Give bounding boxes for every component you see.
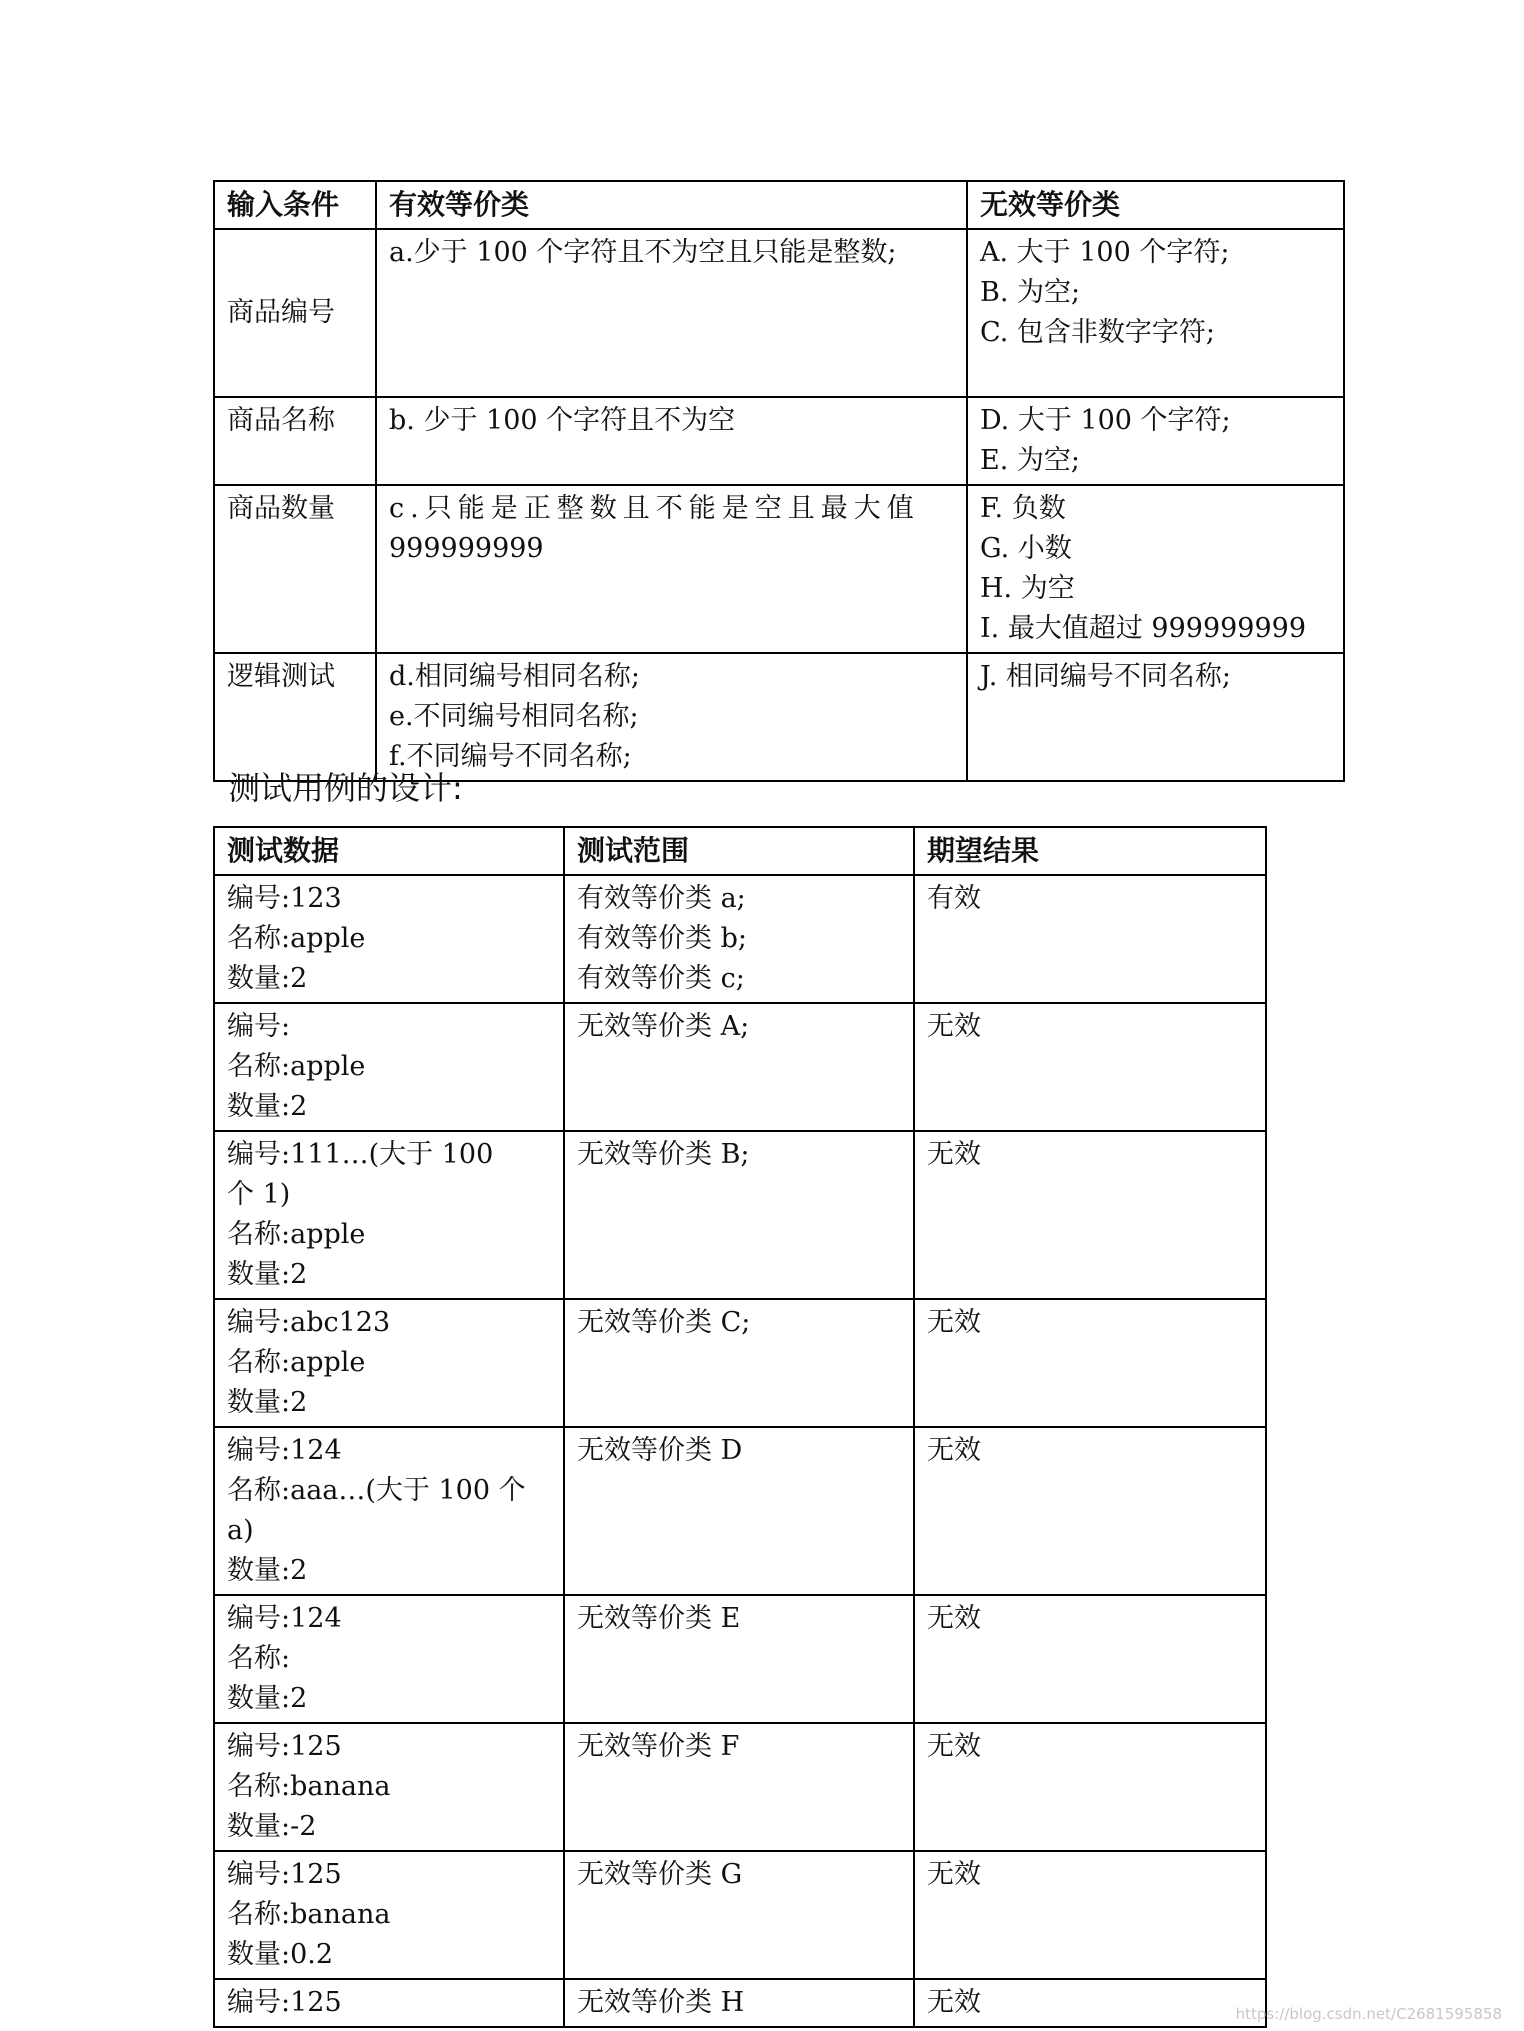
cell-line: d.相同编号相同名称; — [389, 661, 640, 692]
cell-line: a) — [227, 1515, 254, 1546]
cell-line: 名称:apple — [227, 1347, 366, 1378]
invalid-cell — [967, 229, 1344, 397]
cell-line: 名称:apple — [227, 1051, 366, 1082]
table-row — [214, 1131, 1266, 1299]
cell-line: 名称:apple — [227, 1219, 366, 1250]
cell-line: 编号: — [227, 1011, 291, 1042]
table-row — [214, 1979, 1266, 2027]
data-cell — [214, 1595, 564, 1723]
equivalence-class-table — [213, 180, 1345, 782]
header-input-condition: 输入条件 — [214, 181, 376, 229]
scope-cell — [564, 1131, 914, 1299]
data-cell — [214, 1723, 564, 1851]
data-cell — [214, 1003, 564, 1131]
cell-line: A. 大于 100 个字符; — [980, 237, 1230, 268]
cell-line: 数量:0.2 — [227, 1939, 334, 1970]
scope-cell — [564, 1427, 914, 1595]
cell-line: H. 为空 — [980, 573, 1075, 604]
cell-line: 编号:124 — [227, 1435, 342, 1466]
header-test-scope: 测试范围 — [564, 827, 914, 875]
cell-line: 编号:125 — [227, 1859, 342, 1890]
condition-cell: 逻辑测试 — [214, 653, 376, 781]
cell-line: 无效等价类 C; — [577, 1307, 751, 1338]
cell-line: f.不同编号不同名称; — [389, 741, 632, 772]
header-test-data: 测试数据 — [214, 827, 564, 875]
cell-line: 有效等价类 b; — [577, 923, 747, 954]
table-row — [214, 1003, 1266, 1131]
scope-cell — [564, 1851, 914, 1979]
cell-line: 无效等价类 F — [577, 1731, 740, 1762]
valid-cell — [376, 397, 967, 485]
data-cell — [214, 1427, 564, 1595]
cell-line: 名称:banana — [227, 1899, 391, 1930]
table-row — [214, 1427, 1266, 1595]
cell-line: 名称:apple — [227, 923, 366, 954]
scope-cell — [564, 1723, 914, 1851]
valid-cell — [376, 229, 967, 397]
table-header-row — [214, 827, 1266, 875]
watermark: https://blog.csdn.net/C2681595858 — [1235, 2005, 1502, 2023]
cell-line: 无效等价类 A; — [577, 1011, 750, 1042]
table-row — [214, 875, 1266, 1003]
invalid-cell — [967, 653, 1344, 781]
data-cell — [214, 1851, 564, 1979]
cell-line: a.少于 100 个字符且不为空且只能是整数; — [389, 237, 897, 268]
data-cell — [214, 1131, 564, 1299]
expected-cell: 无效 — [914, 1299, 1266, 1427]
condition-cell: 商品编号 — [214, 229, 376, 397]
cell-line: F. 负数 — [980, 493, 1066, 524]
expected-cell: 无效 — [914, 1979, 1266, 2027]
cell-line: B. 为空; — [980, 277, 1081, 308]
cell-line: 数量:2 — [227, 1683, 308, 1714]
cell-line: 数量:2 — [227, 963, 308, 994]
table-header-row — [214, 181, 1344, 229]
table-row — [214, 1851, 1266, 1979]
cell-line: 编号:111…(大于 100 — [227, 1139, 494, 1170]
cell-line: 数量:2 — [227, 1387, 308, 1418]
expected-cell: 无效 — [914, 1427, 1266, 1595]
cell-line: 无效等价类 H — [577, 1987, 745, 2018]
data-cell — [214, 1979, 564, 2027]
scope-cell — [564, 1979, 914, 2027]
expected-cell: 无效 — [914, 1003, 1266, 1131]
cell-line: 数量:-2 — [227, 1811, 317, 1842]
cell-line: 无效等价类 B; — [577, 1139, 750, 1170]
cell-line: D. 大于 100 个字符; — [980, 405, 1231, 436]
cell-line: 无效等价类 G — [577, 1859, 743, 1890]
table-row — [214, 653, 1344, 781]
cell-line: 编号:125 — [227, 1987, 342, 2018]
scope-cell — [564, 875, 914, 1003]
data-cell — [214, 875, 564, 1003]
cell-line: 数量:2 — [227, 1091, 308, 1122]
cell-line: 编号:124 — [227, 1603, 342, 1634]
cell-line: 有效等价类 a; — [577, 883, 746, 914]
table-row — [214, 397, 1344, 485]
scope-cell — [564, 1595, 914, 1723]
cell-line: 数量:2 — [227, 1555, 308, 1586]
invalid-cell — [967, 397, 1344, 485]
header-expected-result: 期望结果 — [914, 827, 1266, 875]
cell-line: 名称:aaa…(大于 100 个 — [227, 1475, 526, 1506]
cell-line: 999999999 — [389, 533, 544, 564]
table-row — [214, 1723, 1266, 1851]
table-row — [214, 1299, 1266, 1427]
scope-cell — [564, 1299, 914, 1427]
cell-line: c.只能是正整数且不能是空且最大值 — [389, 493, 920, 524]
expected-cell: 有效 — [914, 875, 1266, 1003]
expected-cell: 无效 — [914, 1595, 1266, 1723]
cell-line: J. 相同编号不同名称; — [980, 661, 1231, 692]
cell-line: b. 少于 100 个字符且不为空 — [389, 405, 736, 436]
cell-line: 编号:123 — [227, 883, 342, 914]
condition-cell: 商品名称 — [214, 397, 376, 485]
scope-cell — [564, 1003, 914, 1131]
cell-line: 个 1) — [227, 1179, 291, 1210]
table-row — [214, 1595, 1266, 1723]
valid-cell — [376, 485, 967, 653]
header-valid-class: 有效等价类 — [376, 181, 967, 229]
cell-line: 无效等价类 D — [577, 1435, 743, 1466]
table-row — [214, 229, 1344, 397]
condition-cell: 商品数量 — [214, 485, 376, 653]
section-heading: 测试用例的设计: — [228, 769, 463, 807]
expected-cell: 无效 — [914, 1131, 1266, 1299]
cell-line: E. 为空; — [980, 445, 1080, 476]
cell-line: C. 包含非数字字符; — [980, 317, 1215, 348]
cell-line: 名称:banana — [227, 1771, 391, 1802]
cell-line: 无效等价类 E — [577, 1603, 741, 1634]
valid-cell — [376, 653, 967, 781]
cell-line: 数量:2 — [227, 1259, 308, 1290]
header-invalid-class: 无效等价类 — [967, 181, 1344, 229]
expected-cell: 无效 — [914, 1723, 1266, 1851]
cell-line: 编号:abc123 — [227, 1307, 391, 1338]
test-case-table — [213, 826, 1267, 2028]
cell-line: e.不同编号相同名称; — [389, 701, 639, 732]
table-row — [214, 485, 1344, 653]
expected-cell: 无效 — [914, 1851, 1266, 1979]
cell-line: 编号:125 — [227, 1731, 342, 1762]
cell-line: I. 最大值超过 999999999 — [980, 613, 1307, 644]
cell-line: 有效等价类 c; — [577, 963, 745, 994]
cell-line: 名称: — [227, 1643, 291, 1674]
cell-line: G. 小数 — [980, 533, 1072, 564]
invalid-cell — [967, 485, 1344, 653]
data-cell — [214, 1299, 564, 1427]
